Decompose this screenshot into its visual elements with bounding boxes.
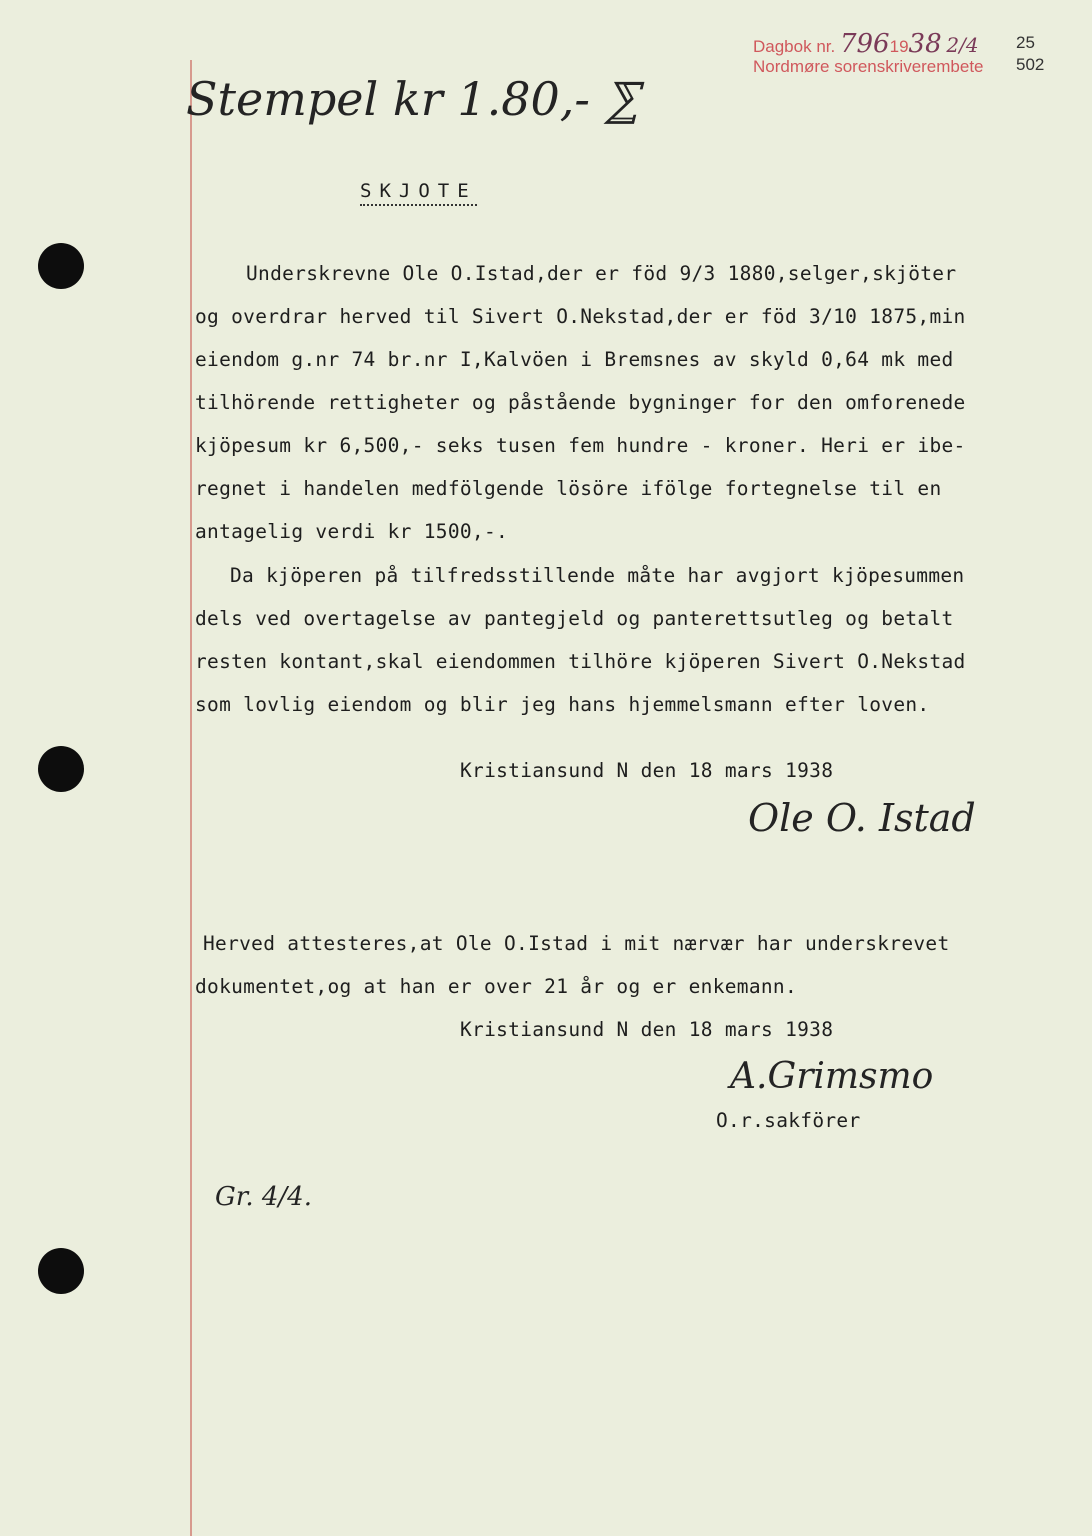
body-line: og overdrar herved til Sivert O.Nekstad,der er föd 3/10 1875,min — [195, 305, 966, 328]
body-line: som lovlig eiendom og blir jeg hans hjemmelsmann efter loven. — [195, 693, 930, 716]
body-line: Underskrevne Ole O.Istad,der er föd 9/3 1880,selger,skjöter — [246, 262, 957, 285]
signer-title: O.r.sakförer — [716, 1109, 861, 1132]
punch-hole-middle — [38, 746, 84, 792]
place-date-2: Kristiansund N den 18 mars 1938 — [460, 1018, 834, 1041]
place-date-1: Kristiansund N den 18 mars 1938 — [460, 759, 834, 782]
stamp-year-a: 19 — [889, 37, 909, 56]
punch-hole-bottom — [38, 1248, 84, 1294]
registry-stamp — [753, 29, 984, 77]
body-line: Da kjöperen på tilfredsstillende måte har avgjort kjöpesummen — [230, 564, 965, 587]
stamp-office: Nordmøre sorenskriverembete — [753, 57, 984, 76]
signature-witness: A.Grimsmo — [730, 1056, 934, 1097]
body-line: antagelig verdi kr 1500,-. — [195, 520, 509, 543]
body-line: resten kontant,skal eiendommen tilhöre kjöperen Sivert O.Nekstad — [195, 650, 966, 673]
fee-note-handwritten: Stempel kr 1.80,- ⅀ — [186, 72, 638, 126]
punch-hole-top — [38, 243, 84, 289]
folio-volume: 25 — [1016, 33, 1035, 52]
folio-number — [1016, 32, 1044, 76]
attest-line: Herved attesteres,at Ole O.Istad i mit nærvær har underskrevet — [203, 932, 950, 955]
folio-page: 502 — [1016, 55, 1045, 74]
stamp-dagbok-row — [753, 29, 984, 59]
stamp-number: 796 — [839, 29, 890, 59]
stamp-prefix: Dagbok nr. — [753, 37, 836, 56]
signature-seller: Ole O. Istad — [748, 796, 976, 840]
body-line: kjöpesum kr 6,500,- seks tusen fem hundre - kroner. Heri er ibe- — [195, 434, 966, 457]
body-line: eiendom g.nr 74 br.nr I,Kalvöen i Bremsnes av skyld 0,64 mk med — [195, 348, 954, 371]
document-title: SKJOTE — [360, 180, 477, 206]
margin-rule — [190, 60, 192, 1536]
body-line: regnet i handelen medfölgende lösöre ifölge fortegnelse til en — [195, 477, 942, 500]
attest-line: dokumentet,og at han er over 21 år og er enkemann. — [195, 975, 797, 998]
initials-note-handwritten: Gr. 4/4. — [215, 1182, 312, 1212]
body-line: dels ved overtagelse av pantegjeld og panterettsutleg og betalt — [195, 607, 954, 630]
stamp-date: 2/4 — [946, 33, 979, 57]
body-line: tilhörende rettigheter og påstående bygninger for den omforenede — [195, 391, 966, 414]
stamp-year-b: 38 — [908, 29, 942, 59]
